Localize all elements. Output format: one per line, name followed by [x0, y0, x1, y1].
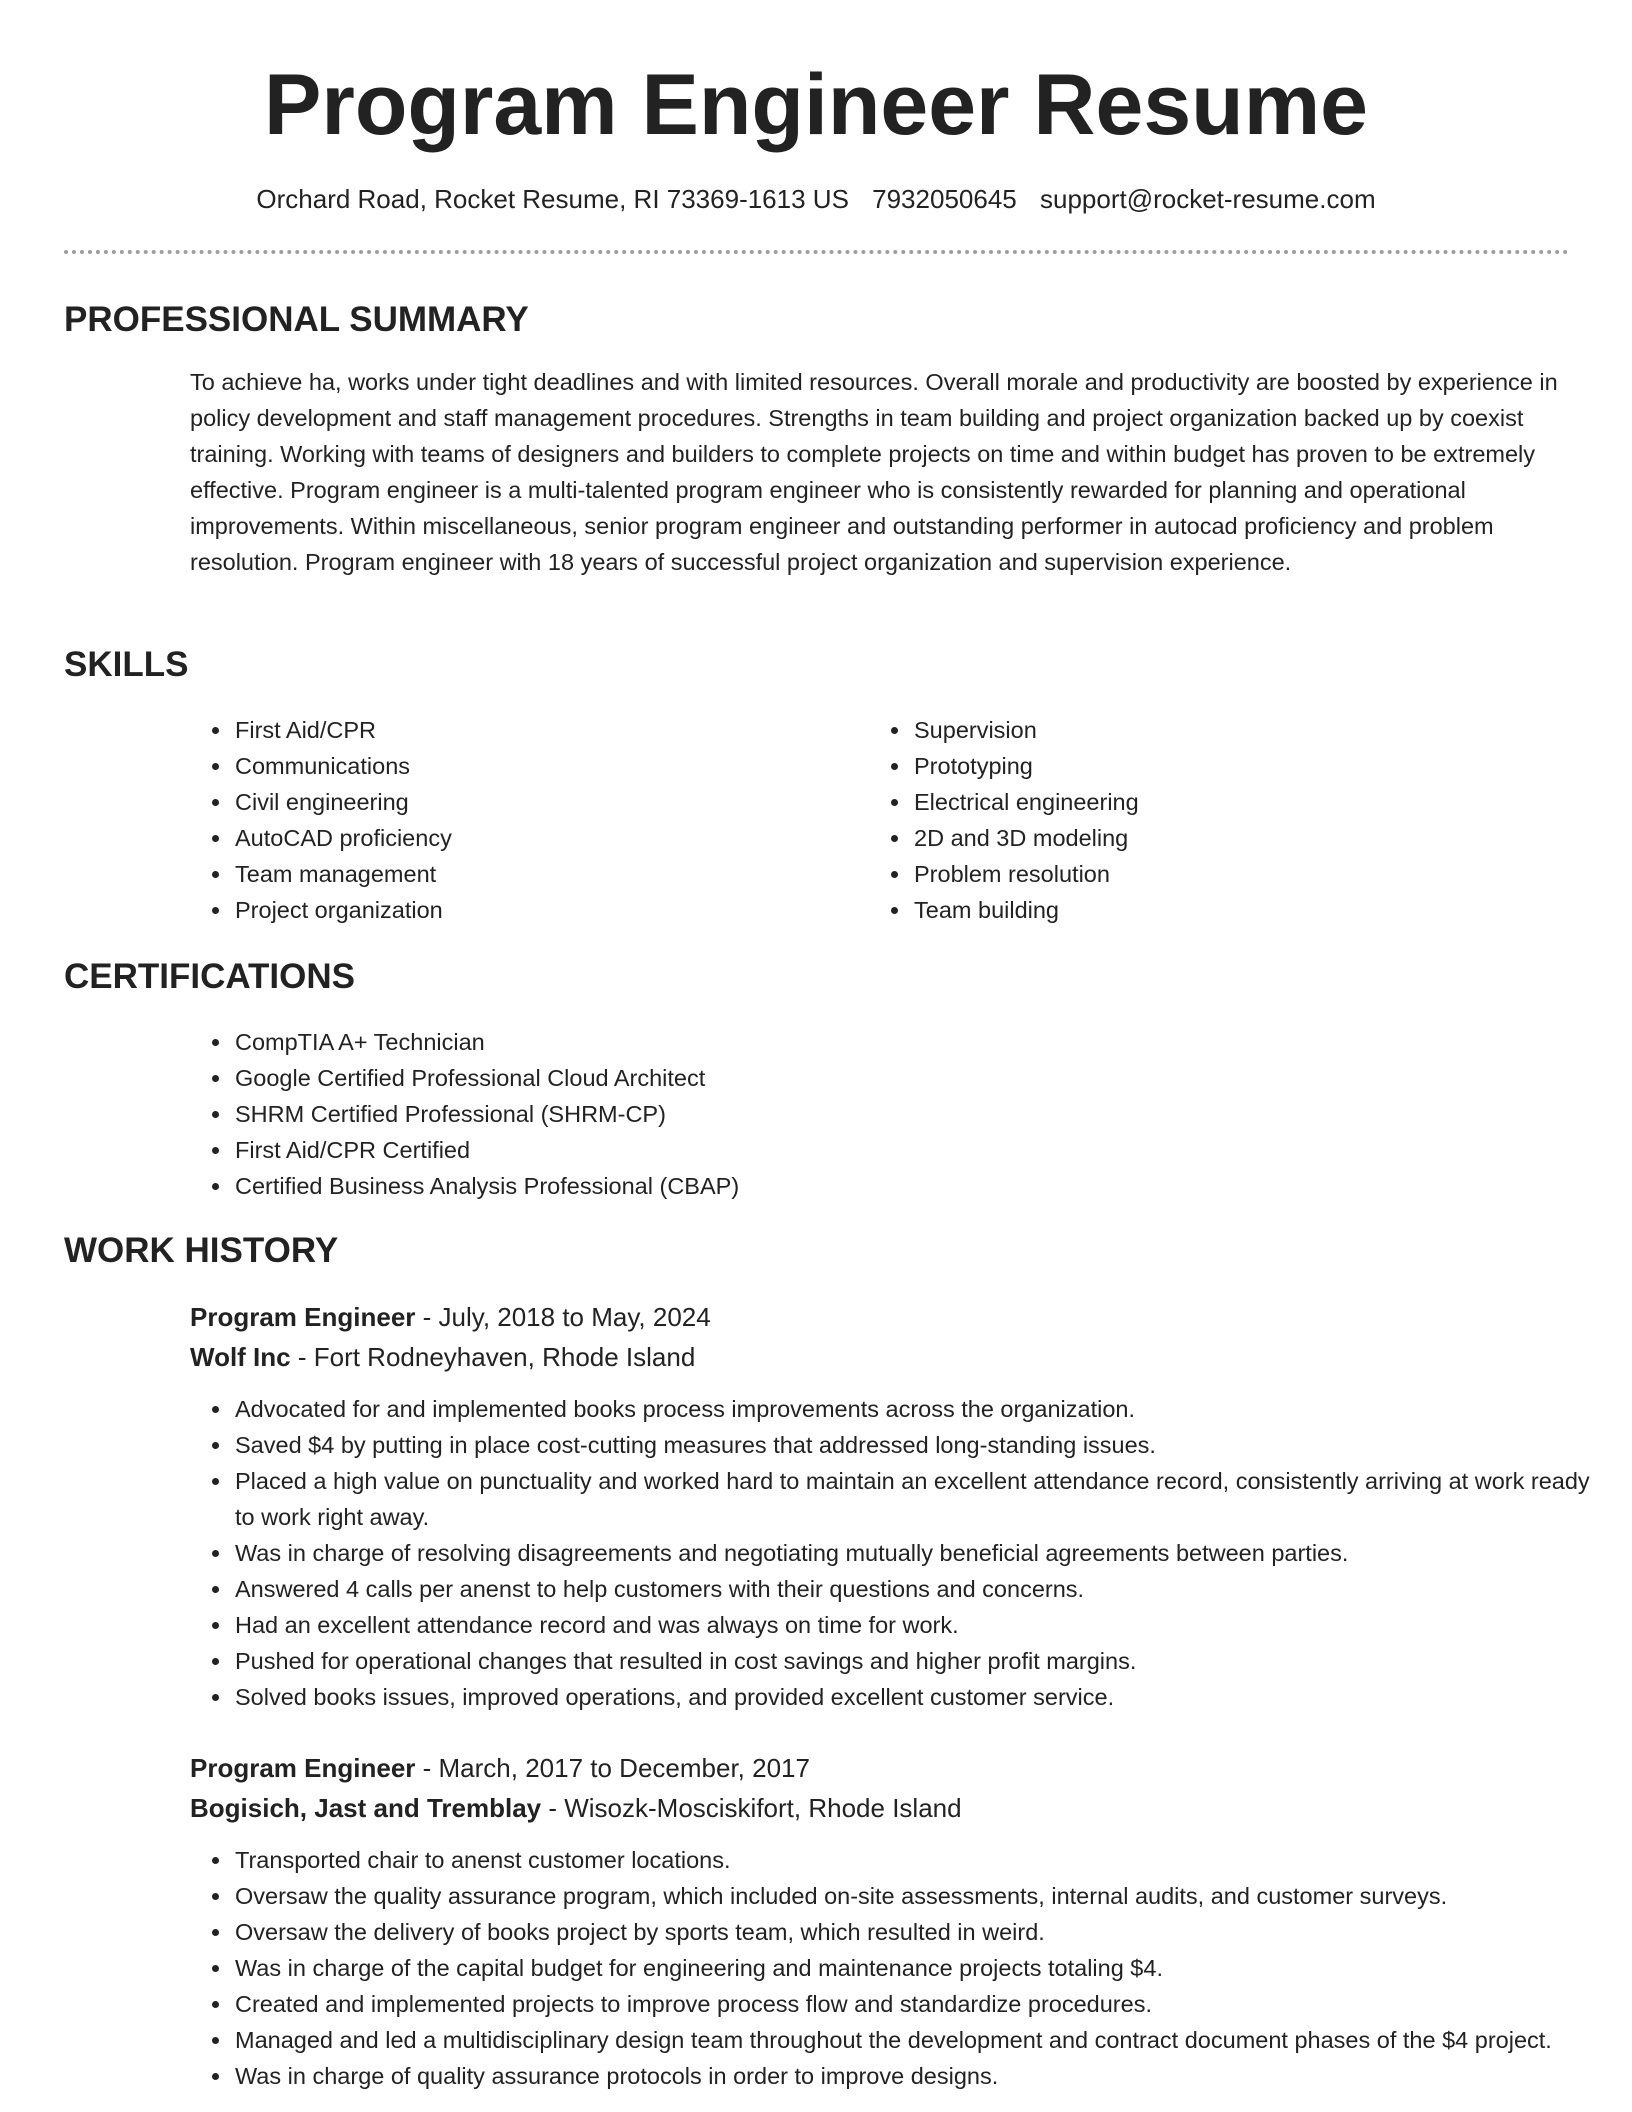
- contact-line: [0, 181, 1632, 217]
- job-company-line: [190, 1338, 695, 1376]
- resume-title: Program Engineer Resume: [263, 57, 1369, 153]
- certification-item: • Google Certified Professional Cloud Architect: [233, 1060, 1533, 1096]
- job-bullet: • Managed and led a multidisciplinary design team throughout the development and contract document phases of the $4 project.: [233, 2022, 1613, 2058]
- skill-item: • Supervision: [912, 712, 1512, 748]
- job-title-line: [190, 1298, 711, 1336]
- job-bullet: • Oversaw the quality assurance program, which included on-site assessments, internal audits, and customer surveys.: [233, 1878, 1613, 1914]
- job-company: Wolf Inc: [190, 1342, 291, 1372]
- job-bullet: • Answered 4 calls per anenst to help customers with their questions and concerns.: [233, 1571, 1613, 1607]
- skill-item: • Civil engineering: [233, 784, 833, 820]
- job-bullet: • Placed a high value on punctuality and worked hard to maintain an excellent attendance record, consistently arriving at work ready to work right away.: [233, 1463, 1613, 1535]
- work-history-heading: WORK HISTORY: [64, 1231, 339, 1270]
- job-bullets: [190, 1391, 1613, 1715]
- job-location: - Wisozk-Mosciskifort, Rhode Island: [541, 1793, 962, 1823]
- job-bullet: • Advocated for and implemented books process improvements across the organization.: [233, 1391, 1613, 1427]
- job-title: Program Engineer: [190, 1753, 416, 1783]
- skill-item: • Problem resolution: [912, 856, 1512, 892]
- job-bullet: • Created and implemented projects to improve process flow and standardize procedures.: [233, 1986, 1613, 2022]
- certification-item: • SHRM Certified Professional (SHRM-CP): [233, 1096, 1533, 1132]
- certification-item: • Certified Business Analysis Professional (CBAP): [233, 1168, 1533, 1204]
- skills-list-left: [190, 712, 833, 928]
- certifications-list: [190, 1024, 1533, 1204]
- summary-text: To achieve ha, works under tight deadlines and with limited resources. Overall morale and productivity are boosted by experience in policy development and staff management procedures. Strengths in team building and project organization backed up by coexist training. Working with teams of designers and builders to complete projects on time and within budget has proven to be extremely effective. Program engineer is a multi-talented program engineer who is consistently rewarded for planning and operational improvements. Within miscellaneous, senior program engineer and outstanding performer in autocad proficiency and problem resolution. Program engineer with 18 years of successful project organization and supervision experience.: [190, 369, 1558, 575]
- skill-item: • Prototyping: [912, 748, 1512, 784]
- skill-item: • Team building: [912, 892, 1512, 928]
- certification-item: • First Aid/CPR Certified: [233, 1132, 1533, 1168]
- job-bullet: • Was in charge of resolving disagreements and negotiating mutually beneficial agreements between parties.: [233, 1535, 1613, 1571]
- job-bullet: • Was in charge of quality assurance protocols in order to improve designs.: [233, 2058, 1613, 2094]
- job-dates: - March, 2017 to December, 2017: [415, 1753, 810, 1783]
- skills-list-right: [869, 712, 1512, 928]
- email-text: support@rocket-resume.com: [1039, 184, 1376, 214]
- certification-item: • CompTIA A+ Technician: [233, 1024, 1533, 1060]
- job-bullet: • Solved books issues, improved operations, and provided excellent customer service.: [233, 1679, 1613, 1715]
- job-bullet: • Oversaw the delivery of books project by sports team, which resulted in weird.: [233, 1914, 1613, 1950]
- skills-heading: SKILLS: [64, 645, 189, 684]
- job-company-line: [190, 1789, 962, 1827]
- certifications-heading: CERTIFICATIONS: [64, 957, 356, 996]
- header-divider: [64, 250, 1569, 254]
- job-bullet: • Transported chair to anenst customer locations.: [233, 1842, 1613, 1878]
- summary-heading: PROFESSIONAL SUMMARY: [64, 300, 529, 339]
- skill-item: • First Aid/CPR: [233, 712, 833, 748]
- job-bullet: • Pushed for operational changes that resulted in cost savings and higher profit margins.: [233, 1643, 1613, 1679]
- job-dates: - July, 2018 to May, 2024: [415, 1302, 711, 1332]
- skill-item: • AutoCAD proficiency: [233, 820, 833, 856]
- skill-item: • Project organization: [233, 892, 833, 928]
- job-bullet: • Was in charge of the capital budget for engineering and maintenance projects totaling $4.: [233, 1950, 1613, 1986]
- job-bullets: [190, 1842, 1613, 2094]
- job-company: Bogisich, Jast and Tremblay: [190, 1793, 542, 1823]
- skill-item: • Team management: [233, 856, 833, 892]
- job-bullet: • Saved $4 by putting in place cost-cutting measures that addressed long-standing issues.: [233, 1427, 1613, 1463]
- job-title-line: [190, 1749, 810, 1787]
- job-location: - Fort Rodneyhaven, Rhode Island: [290, 1342, 696, 1372]
- skill-item: • Communications: [233, 748, 833, 784]
- skill-item: • 2D and 3D modeling: [912, 820, 1512, 856]
- phone-text: 7932050645: [872, 184, 1017, 214]
- job-bullet: • Had an excellent attendance record and was always on time for work.: [233, 1607, 1613, 1643]
- skill-item: • Electrical engineering: [912, 784, 1512, 820]
- job-title: Program Engineer: [190, 1302, 416, 1332]
- address-text: Orchard Road, Rocket Resume, RI 73369-1613 US: [256, 184, 849, 214]
